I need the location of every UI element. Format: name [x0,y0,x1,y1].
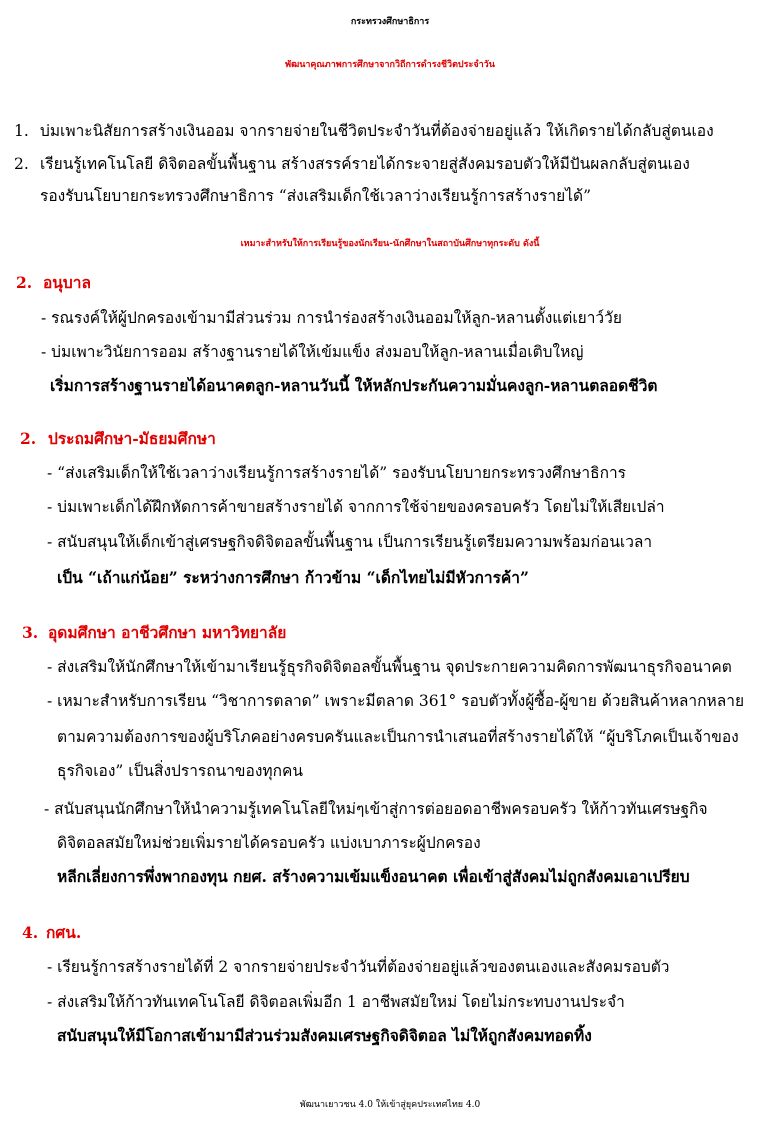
section-higher-item-1: - ส่งเสริมให้นักศึกษาให้เข้ามาเรียนรู้ธุรกิจดิจิตอลขั้นพื้นฐาน จุดประกายความคิดการพัฒนาธุรกิจอนาคต [47,658,732,676]
section-higher-summary: หลีกเลี่ยงการพึ่งพากองทุน กยศ. สร้างความเข้มแข็งอนาคต เพื่อเข้าสู่สังคมไม่ถูกสังคมเอาเปรียบ [57,867,690,886]
section-nfe-item-2: - ส่งเสริมให้ก้าวทันเทคโนโลยี ดิจิตอลเพิ่มอีก 1 อาชีพสมัยใหม่ โดยไม่กระทบงานประจำ [47,993,625,1011]
section-primary-heading: ประถมศึกษา-มัธยมศึกษา [48,429,216,448]
intro-item-1: บ่มเพาะนิสัยการสร้างเงินออม จากรายจ่ายในชีวิตประจำวันที่ต้องจ่ายอยู่แล้ว ให้เกิดรายได้กลับสู่ตนเอง [40,122,714,140]
section-kindergarten-number: 2. [16,273,33,292]
section-nfe-heading: กศน. [46,923,82,942]
section-higher-item-3: - สนับสนุนนักศึกษาให้นำความรู้เทคโนโลยีใหม่ๆเข้าสู่การต่อยอดอาชีพครอบครัว ให้ก้าวทันเศรษฐกิจ [44,800,708,818]
intro-number-2: 2. [14,155,29,173]
section-kindergarten-item-2: - บ่มเพาะวินัยการออม สร้างฐานรายได้ให้เข้มแข็ง ส่งมอบให้ลูก-หลานเมื่อเติบใหญ่ [41,343,584,361]
section-kindergarten-summary: เริ่มการสร้างฐานรายได้อนาคตลูก-หลานวันนี้ ให้หลักประกันความมั่นคงลูก-หลานตลอดชีวิต [50,376,658,395]
document-subtitle: พัฒนาคุณภาพการศึกษาจากวิถีการดำรงชีวิตประจำวัน [285,60,495,70]
intro-item-2: เรียนรู้เทคโนโลยี ดิจิตอลขั้นพื้นฐาน สร้างสรรค์รายได้กระจายสู่สังคมรอบตัวให้มีปันผลกลับสู่ตนเอง [40,155,690,173]
section-higher-item-3-cont: ดิจิตอลสมัยใหม่ช่วยเพิ่มรายได้ครอบครัว แบ่งเบาภาระผู้ปกครอง [57,834,481,852]
section-kindergarten-heading: อนุบาล [43,273,91,292]
section-higher-item-2-cont-1: ตามความต้องการของผู้บริโภคอย่างครบครันและเป็นการนำเสนอที่สร้างรายได้ให้ “ผู้บริโภคเป็นเจ้าของ [57,728,739,746]
intro-number-1: 1. [14,122,29,140]
section-primary-item-3: - สนับสนุนให้เด็กเข้าสู่เศรษฐกิจดิจิตอลขั้นพื้นฐาน เป็นการเรียนรู้เตรียมความพร้อมก่อนเวลา [47,533,653,551]
suitable-heading: เหมาะสำหรับให้การเรียนรู้ของนักเรียน-นักศึกษาในสถาบันศึกษาทุกระดับ ดังนี้ [240,239,540,249]
section-kindergarten-item-1: - รณรงค์ให้ผู้ปกครองเข้ามามีส่วนร่วม การนำร่องสร้างเงินออมให้ลูก-หลานตั้งแต่เยาว์วัย [41,309,622,327]
section-higher-heading: อุดมศึกษา อาชีวศึกษา มหาวิทยาลัย [48,623,287,642]
section-higher-item-2-cont-2: ธุรกิจเอง” เป็นสิ่งปรารถนาของทุกคน [57,762,303,780]
footer-slogan: พัฒนาเยาวชน 4.0 ให้เข้าสู่ยุคประเทศไทย 4.0 [299,1100,481,1110]
intro-item-2-continued: รองรับนโยบายกระทรวงศึกษาธิการ “ส่งเสริมเด็กใช้เวลาว่างเรียนรู้การสร้างรายได้” [40,187,592,205]
section-higher-number: 3. [22,623,39,642]
section-primary-item-1: - “ส่งเสริมเด็กให้ใช้เวลาว่างเรียนรู้การสร้างรายได้” รองรับนโยบายกระทรวงศึกษาธิการ [47,464,627,482]
section-primary-item-2: - บ่มเพาะเด็กได้ฝึกหัดการค้าขายสร้างรายได้ จากการใช้จ่ายของครอบครัว โดยไม่ให้เสียเปล่า [47,498,665,516]
section-primary-summary: เป็น “เถ้าแก่น้อย” ระหว่างการศึกษา ก้าวข้าม “เด็กไทยไม่มีหัวการค้า” [57,568,529,587]
section-nfe-number: 4. [22,923,39,942]
section-nfe-summary: สนับสนุนให้มีโอกาสเข้ามามีส่วนร่วมสังคมเศรษฐกิจดิจิตอล ไม่ให้ถูกสังคมทอดทิ้ง [57,1026,592,1045]
section-higher-item-2: - เหมาะสำหรับการเรียน “วิชาการตลาด” เพราะมีตลาด 361° รอบตัวทั้งผู้ซื้อ-ผู้ขาย ด้วยสินค้าหลากหลาย [47,692,745,710]
document-title: กระทรวงศึกษาธิการ [350,17,430,27]
section-primary-number: 2. [20,429,37,448]
section-nfe-item-1: - เรียนรู้การสร้างรายได้ที่ 2 จากรายจ่ายประจำวันที่ต้องจ่ายอยู่แล้วของตนเองและสังคมรอบตัว [47,958,670,976]
